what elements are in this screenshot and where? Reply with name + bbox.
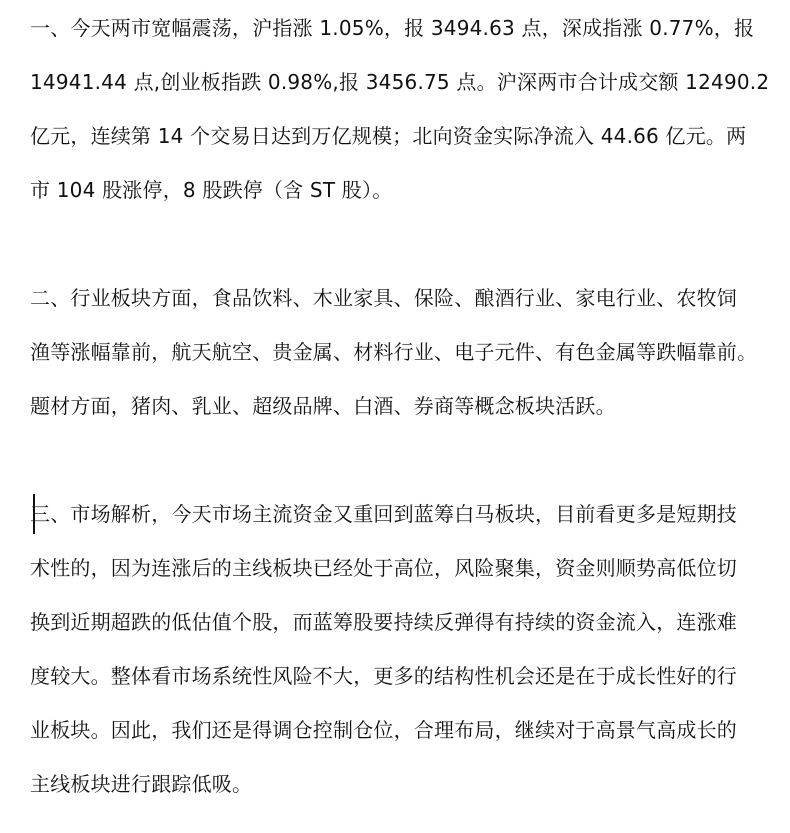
text-line: 度较大。整体看市场系统性风险不大，更多的结构性机会还是在于成长性好的行 — [30, 664, 737, 688]
text-line: 一、今天两市宽幅震荡，沪指涨 1.05%，报 3494.63 点，深成指涨 0.77%，报 — [30, 16, 755, 40]
paragraph-market-analysis — [30, 487, 770, 811]
text-line: 亿元，连续第 14 个交易日达到万亿规模；北向资金实际净流入 44.66 亿元。两 — [30, 124, 747, 148]
text-line: 渔等涨幅靠前，航天航空、贵金属、材料行业、电子元件、有色金属等跌幅靠前。 — [30, 340, 758, 364]
text-line: 三、市场解析，今天市场主流资金又重回到蓝筹白马板块，目前看更多是短期技 — [30, 502, 737, 526]
text-line: 主线板块进行跟踪低吸。 — [30, 772, 253, 796]
text-line: 业板块。因此，我们还是得调仓控制仓位，合理布局，继续对于高景气高成长的 — [30, 718, 737, 742]
paragraph-sector-summary — [30, 271, 770, 433]
text-line: 14941.44 点,创业板指跌 0.98%,报 3456.75 点。沪深两市合计成交额 12490.2 — [30, 70, 770, 94]
text-line: 二、行业板块方面，食品饮料、木业家具、保险、酿酒行业、家电行业、农牧饲 — [30, 286, 737, 310]
text-line: 术性的，因为连涨后的主线板块已经处于高位，风险聚集，资金则顺势高低位切 — [30, 556, 737, 580]
text-line: 市 104 股涨停，8 股跌停（含 ST 股）。 — [30, 178, 393, 202]
text-line: 题材方面，猪肉、乳业、超级品牌、白酒、券商等概念板块活跃。 — [30, 394, 616, 418]
text-line: 换到近期超跌的低估值个股，而蓝筹股要持续反弹得有持续的资金流入，连涨难 — [30, 610, 737, 634]
paragraph-market-summary — [30, 1, 770, 217]
